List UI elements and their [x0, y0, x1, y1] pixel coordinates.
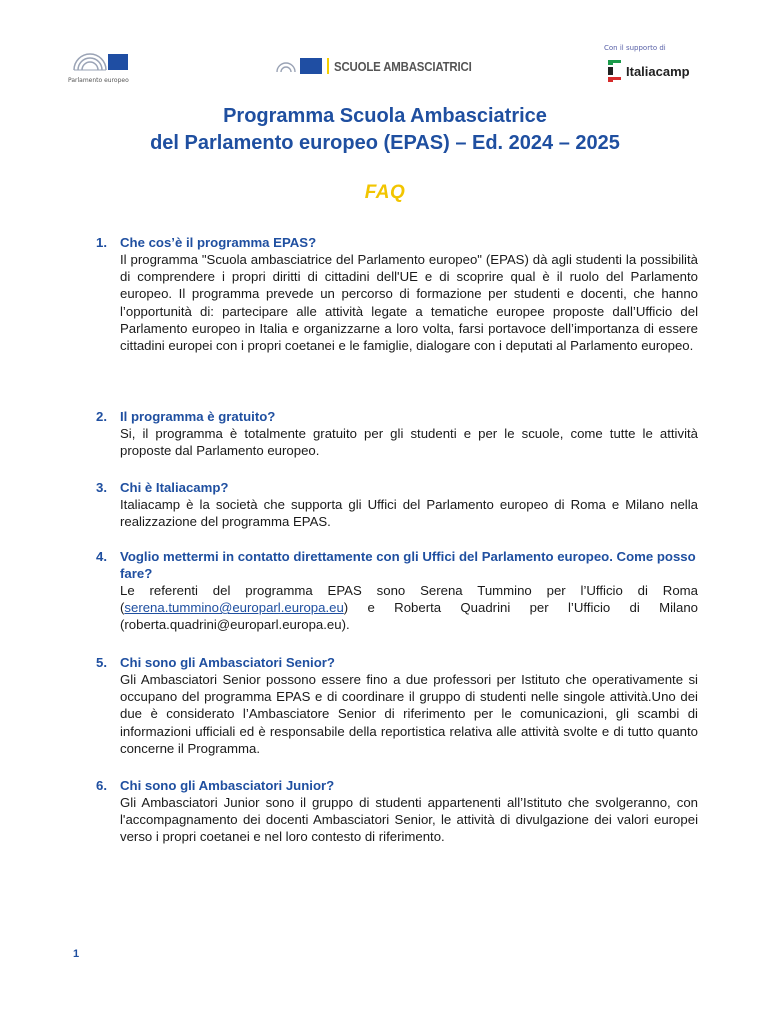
email-link-serena[interactable]: serena.tummino@europarl.europa.eu — [124, 600, 344, 616]
hemicycle-icon — [276, 58, 296, 74]
logo-separator — [327, 58, 329, 74]
faq-number: 4. — [96, 549, 107, 564]
faq-number: 3. — [96, 480, 107, 495]
faq-item — [96, 234, 698, 354]
hemicycle-icon — [72, 48, 108, 74]
faq-heading: FAQ — [364, 182, 406, 203]
parlamento-europeo-logo — [68, 44, 148, 88]
page-number: 1 — [73, 948, 80, 960]
faq-number: 5. — [96, 655, 107, 670]
faq-answer: Gli Ambasciatori Junior sono il gruppo di studenti appartenenti all’Istituto che svolgeranno, con l'accompagnamento dei docenti Ambasciatori Senior, le attività di divulgazione dei valori europei verso i propri coetanei e nel loro contesto di riferimento. — [120, 795, 698, 845]
faq-question: Chi sono gli Ambasciatori Junior? — [120, 778, 335, 793]
faq-answer: Gli Ambasciatori Senior possono essere fino a due professori per Istituto che operativamente si occupano del programma EPAS e di coordinare il gruppo di studenti nelle singole attività.Uno dei due è considerato l’Ambasciatore Senior di riferimento per le comunicazioni, gli scambi di informazioni ufficiali ed è responsabile della reportistica relativa alle attività svolte e di tutto quanto concerne il Programma. — [120, 672, 698, 756]
faq-answer: Il programma "Scuola ambasciatrice del Parlamento europeo" (EPAS) dà agli studenti la possibilità di comprendere i propri diritti di cittadini dell'UE e di scoprire qual è il ruolo del Parlamento europeo. Il programma prevede un percorso di formazione per studenti e docenti, che hanno l’opportunità di: partecipare alle attività legate a tematiche europee proposte dall’Ufficio del Parlamento europeo in Italia e organizzarne a loro volta, farsi portavoce dell’importanza di essere cittadini europei con i propri coetanei e le famiglie, dialogare con i deputati al Parlamento europeo. — [120, 252, 698, 354]
italiacamp-mark-icon — [606, 60, 624, 82]
eu-flag-icon — [108, 54, 128, 70]
faq-question: Chi sono gli Ambasciatori Senior? — [120, 655, 335, 670]
faq-item — [96, 548, 698, 634]
ep-logo-caption: Parlamento europeo — [68, 77, 129, 84]
faq-answer-text: ) e Roberta Quadrini per l’Ufficio di Milano (roberta.quadrini@europarl.europa.eu). — [120, 600, 698, 633]
faq-question: Voglio mettermi in contatto direttamente con gli Uffici del Parlamento europeo. Come posso fare? — [120, 549, 696, 581]
page-title-line1: Programma Scuola Ambasciatrice — [223, 105, 547, 127]
italiacamp-logo — [604, 44, 704, 88]
scuole-ambasciatrici-logo — [276, 54, 490, 78]
eu-flag-icon — [300, 58, 322, 74]
italiacamp-name: Italiacamp — [626, 64, 690, 79]
faq-question: Chi è Italiacamp? — [120, 480, 229, 495]
faq-number: 1. — [96, 235, 107, 250]
faq-item — [96, 479, 698, 530]
faq-answer-text: Le referenti del programma EPAS sono Serena Tummino per l’Ufficio di Roma ( — [120, 583, 698, 616]
faq-number: 2. — [96, 409, 107, 424]
faq-answer: Italiacamp è la società che supporta gli Uffici del Parlamento europeo di Roma e Milano nella realizzazione del programma EPAS. — [120, 497, 698, 530]
faq-question: Il programma è gratuito? — [120, 409, 276, 424]
faq-item — [96, 408, 698, 459]
faq-number: 6. — [96, 778, 107, 793]
sa-logo-text: SCUOLE AMBASCIATRICI — [334, 58, 472, 74]
page-title-line2: del Parlamento europeo (EPAS) – Ed. 2024 – 2025 — [150, 132, 620, 154]
faq-item — [96, 777, 698, 846]
support-label: Con il supporto di — [604, 44, 666, 52]
faq-item — [96, 654, 698, 757]
faq-answer — [120, 582, 698, 634]
faq-question: Che cos’è il programma EPAS? — [120, 235, 317, 250]
faq-answer: Si, il programma è totalmente gratuito per gli studenti e per le scuole, come tutte le attività proposte dal Parlamento europeo. — [120, 426, 698, 459]
